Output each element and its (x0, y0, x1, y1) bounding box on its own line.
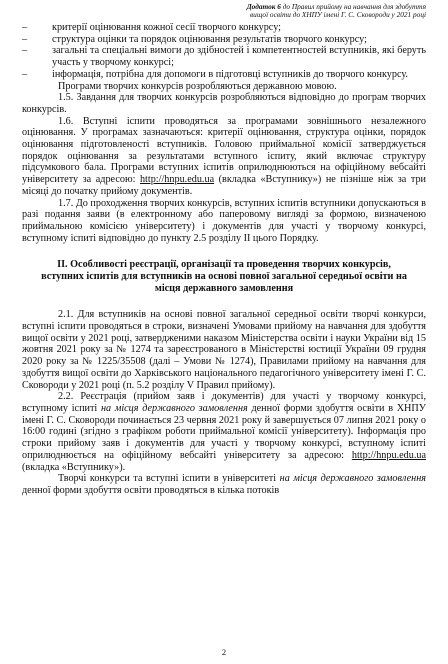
paragraph-2-2-text: 2.2. Реєстрація (прийом заяв і документів) для участі у творчому конкурсі, вступному іспиті (22, 391, 426, 414)
paragraph-1-6-tail: (вкладка «Вступнику») не пізніше ніж за три місяці до початку прийому документів. (22, 174, 426, 197)
paragraph-programs-language: Програми творчих конкурсів розробляються державною мовою. (58, 80, 337, 92)
bullet-item (22, 45, 426, 68)
paragraph-1-5: 1.5. Завдання для творчих конкурсів розробляються відповідно до програм творчих конкурсів. (22, 92, 426, 115)
bullet-item (22, 22, 426, 34)
bullet-text: загальні та спеціальні вимоги до здібностей і компетентностей вступників, які беруть участь у творчому конкурсі; (52, 45, 426, 69)
page-number: 2 (221, 647, 227, 657)
paragraph-last (22, 473, 426, 496)
paragraph-1-7: 1.7. До проходження творчих конкурсів, вступних іспитів вступники допускаються в разі подання заяви (в електронному або паперовому вигляді за формою, визначеною приймальною комісією університету) і документів для участі у творчому конкурсі, вступному іспиті відповідно до пункту 2.5 розділу II цього Порядку. (22, 197, 426, 244)
paragraph-last-italic: на місця державного замовлення (279, 473, 426, 485)
paragraph-last-text: Творчі конкурси та вступні іспити в університеті (58, 473, 280, 485)
bullet-mark: – (22, 68, 28, 80)
paragraph-last-tail: денної форми здобуття освіти проводяться в кілька потоків (22, 484, 280, 496)
paragraph-2-1: 2.1. Для вступників на основі повної загальної середньої освіти творчі конкурси, вступні іспити проводяться в строки, визначені Умовами прийому на навчання для здобуття вищої освіти у 2021 році, затвердженими наказом Міністерства освіти і науки України від 15 жовтня 2021 року за № 1274 та зареєстрованого в Міністерстві юстиції України 09 грудня 2020 року за № 1225/35508 (далі – Умови № 1274), Правилами прийому на навчання для здобуття вищої освіти до Харківського національного педагогічного університету імені Г. С. Сковороди у 2021 році (п. 5.2 розділу V Правил прийому). (22, 309, 426, 391)
section-heading: II. Особливості реєстрації, організації та проведення творчих конкурсів, вступних іспитів для вступників на основі повної загальної середньої освіти на місця державного замовлення (41, 259, 407, 295)
hnpu-website-link[interactable]: http://hnpu.edu.ua (139, 174, 215, 186)
paragraph-2-2-middle: денної форми здобуття освіти в ХНПУ імені Г. С. Сковороди починається 23 червня 2021 року й завершується 07 липня 2021 року о 16:00 годині (згідно з графіком роботи приймальної комісії університету). Інформація про строки прийому заяв і документів для участі у творчому конкурсі, вступному іспиті оприлюднюється на офіційному вебсайті університету за адресою: (22, 402, 426, 461)
document-body (22, 22, 426, 497)
page-header (200, 3, 426, 20)
bullet-mark: – (22, 33, 28, 45)
bullet-item (22, 69, 426, 81)
header-line1-text: до Правил прийому на навчання для здобуття (280, 2, 426, 11)
paragraph-2-2-italic: на місця державного замовлення (100, 402, 248, 414)
bullet-mark: – (22, 45, 28, 57)
hnpu-website-link[interactable]: http://hnpu.edu.ua (351, 449, 426, 461)
paragraph-2-2 (22, 391, 426, 473)
bullet-text: структура оцінки та порядок оцінювання результатів творчого конкурсу; (52, 33, 367, 45)
bullet-text: критерії оцінювання кожної сесії творчого конкурсу; (52, 22, 281, 33)
paragraph-2-2-tail: (вкладка «Вступнику»). (22, 461, 126, 473)
bullet-mark: – (22, 22, 28, 33)
paragraph-1-6-text: 1.6. Вступні іспити проводяться за програмами зовнішнього незалежного оцінювання. У програмах зазначаються: критерії оцінювання, структура оцінки, порядок оцінювання підготовленості вступників. Головою приймальної комісії затверджується порядок оцінювання за результатами вступного іспиту, який включає структуру підсумкового бала. Програми вступних іспитів оприлюднюються на офіційному вебсайті університету за адресою: (22, 115, 426, 186)
paragraph-1-6 (22, 116, 426, 198)
header-line2-text: вищої освіти до ХНПУ імені Г. С. Сковороди у 2021 році (250, 10, 426, 20)
bullet-item (22, 34, 426, 46)
bullet-text: інформація, потрібна для допомоги в підготовці вступників до творчого конкурсу. (52, 68, 408, 80)
header-appendix-label: Додаток 6 (246, 2, 281, 11)
